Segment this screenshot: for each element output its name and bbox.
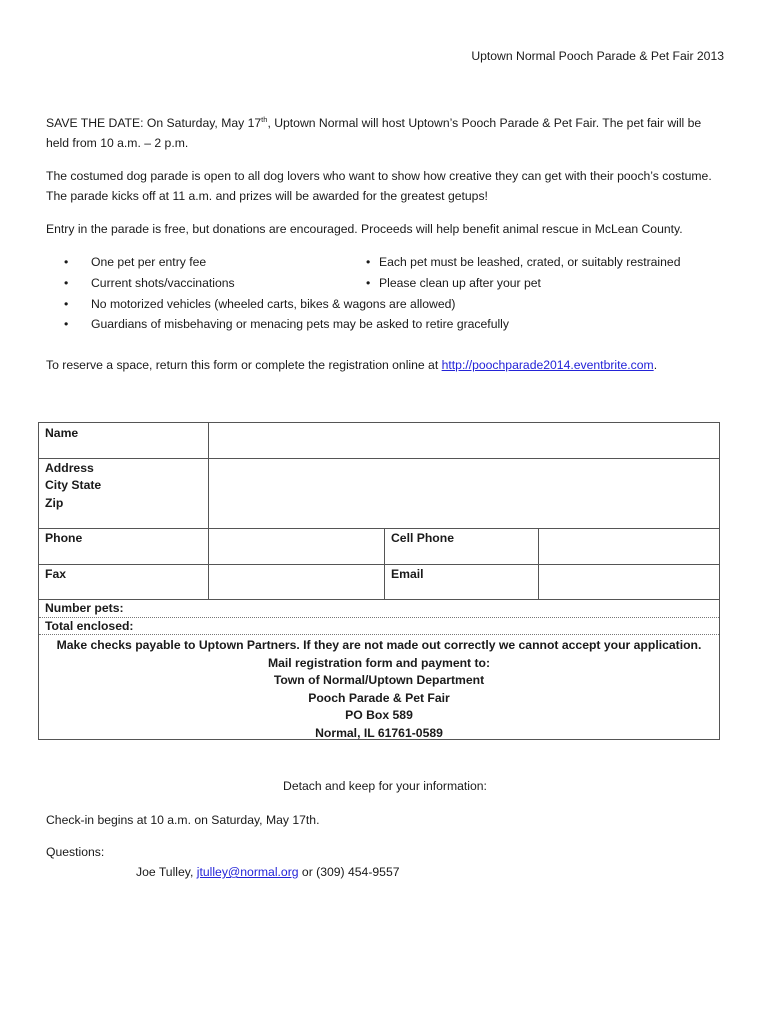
fax-label: Fax bbox=[45, 567, 67, 581]
bullet-icon: • bbox=[64, 255, 69, 269]
number-pets-label: Number pets: bbox=[45, 601, 124, 615]
page-header-title: Uptown Normal Pooch Parade & Pet Fair 2013 bbox=[471, 49, 724, 63]
city-state-label: City State bbox=[45, 478, 102, 492]
contact-email-link[interactable]: jtulley@normal.org bbox=[196, 865, 299, 879]
contact-phone: or (309) 454-9557 bbox=[298, 865, 400, 879]
phone-label: Phone bbox=[45, 531, 83, 545]
entry-paragraph: Entry in the parade is free, but donations are encouraged. Proceeds will help benefit animal rescue in McLean County. bbox=[46, 222, 683, 236]
bullet-icon: • bbox=[64, 296, 69, 311]
rule-item: No motorized vehicles (wheeled carts, bikes & wagons are allowed) bbox=[91, 296, 456, 311]
mail-address-line-1: Town of Normal/Uptown Department bbox=[273, 673, 485, 687]
form-dotted-divider bbox=[39, 617, 719, 618]
contact-name: Joe Tulley, bbox=[136, 865, 197, 879]
questions-label: Questions: bbox=[46, 845, 105, 859]
mail-address-line-3: PO Box 589 bbox=[345, 708, 413, 722]
cell-phone-field[interactable] bbox=[539, 529, 719, 564]
rule-item: Each pet must be leashed, crated, or suitably restrained bbox=[379, 255, 681, 269]
reserve-text: To reserve a space, return this form or complete the registration online at bbox=[46, 358, 442, 372]
form-divider bbox=[39, 599, 719, 600]
fax-field[interactable] bbox=[209, 565, 384, 599]
registration-form bbox=[38, 422, 720, 740]
reserve-end: . bbox=[653, 358, 658, 372]
registration-link[interactable]: http://poochparade2014.eventbrite.com bbox=[441, 358, 654, 372]
bullet-icon: • bbox=[366, 275, 371, 290]
cell-phone-label: Cell Phone bbox=[391, 531, 454, 545]
name-field[interactable] bbox=[209, 423, 719, 458]
address-field[interactable] bbox=[209, 459, 719, 528]
mail-address-line-4: Normal, IL 61761-0589 bbox=[315, 725, 443, 740]
detach-note: Detach and keep for your information: bbox=[283, 779, 487, 793]
address-label: Address bbox=[45, 461, 94, 475]
rules-row bbox=[64, 317, 724, 338]
reserve-paragraph bbox=[46, 355, 726, 375]
rules-list bbox=[64, 255, 724, 338]
mailing-instructions bbox=[39, 637, 719, 742]
checkin-note: Check-in begins at 10 a.m. on Saturday, May 17th. bbox=[46, 813, 320, 827]
email-field[interactable] bbox=[539, 565, 719, 599]
rule-item: Please clean up after your pet bbox=[379, 275, 541, 290]
intro-superscript: th bbox=[261, 114, 268, 124]
rule-item: Current shots/vaccinations bbox=[91, 275, 235, 290]
mail-registration-line: Mail registration form and payment to: bbox=[267, 655, 491, 670]
rules-row bbox=[64, 255, 724, 276]
email-label: Email bbox=[391, 567, 424, 581]
rules-row bbox=[64, 297, 724, 318]
rule-item: Guardians of misbehaving or menacing pets may be asked to retire gracefully bbox=[91, 317, 509, 332]
intro-text-1: SAVE THE DATE: On Saturday, May 17 bbox=[46, 116, 262, 130]
bullet-icon: • bbox=[366, 255, 371, 269]
bullet-icon: • bbox=[64, 275, 69, 290]
rules-row bbox=[64, 276, 724, 297]
mail-address-line-2: Pooch Parade & Pet Fair bbox=[308, 690, 450, 705]
name-label: Name bbox=[45, 426, 79, 440]
rule-item: One pet per entry fee bbox=[91, 255, 207, 269]
bullet-icon: • bbox=[64, 317, 69, 332]
checks-payable-note: Make checks payable to Uptown Partners. If they are not made out correctly we cannot accept your application. bbox=[56, 638, 702, 652]
contact-line bbox=[136, 865, 400, 879]
form-column-divider bbox=[384, 528, 385, 599]
form-dotted-divider bbox=[39, 634, 719, 635]
save-the-date-paragraph bbox=[46, 113, 726, 153]
total-enclosed-label: Total enclosed: bbox=[45, 619, 134, 633]
parade-paragraph: The costumed dog parade is open to all dog lovers who want to show how creative they can get with their pooch’s costume. The parade kicks off at 11 a.m. and prizes will be awarded for the greatest getups! bbox=[46, 169, 712, 203]
zip-label: Zip bbox=[45, 496, 64, 510]
phone-field[interactable] bbox=[209, 529, 384, 564]
intro-text-2: , Uptown Normal will host Uptown’s Pooch Parade & Pet Fair. The pet fair will be held from 10 a.m. – 2 p.m. bbox=[46, 116, 702, 150]
